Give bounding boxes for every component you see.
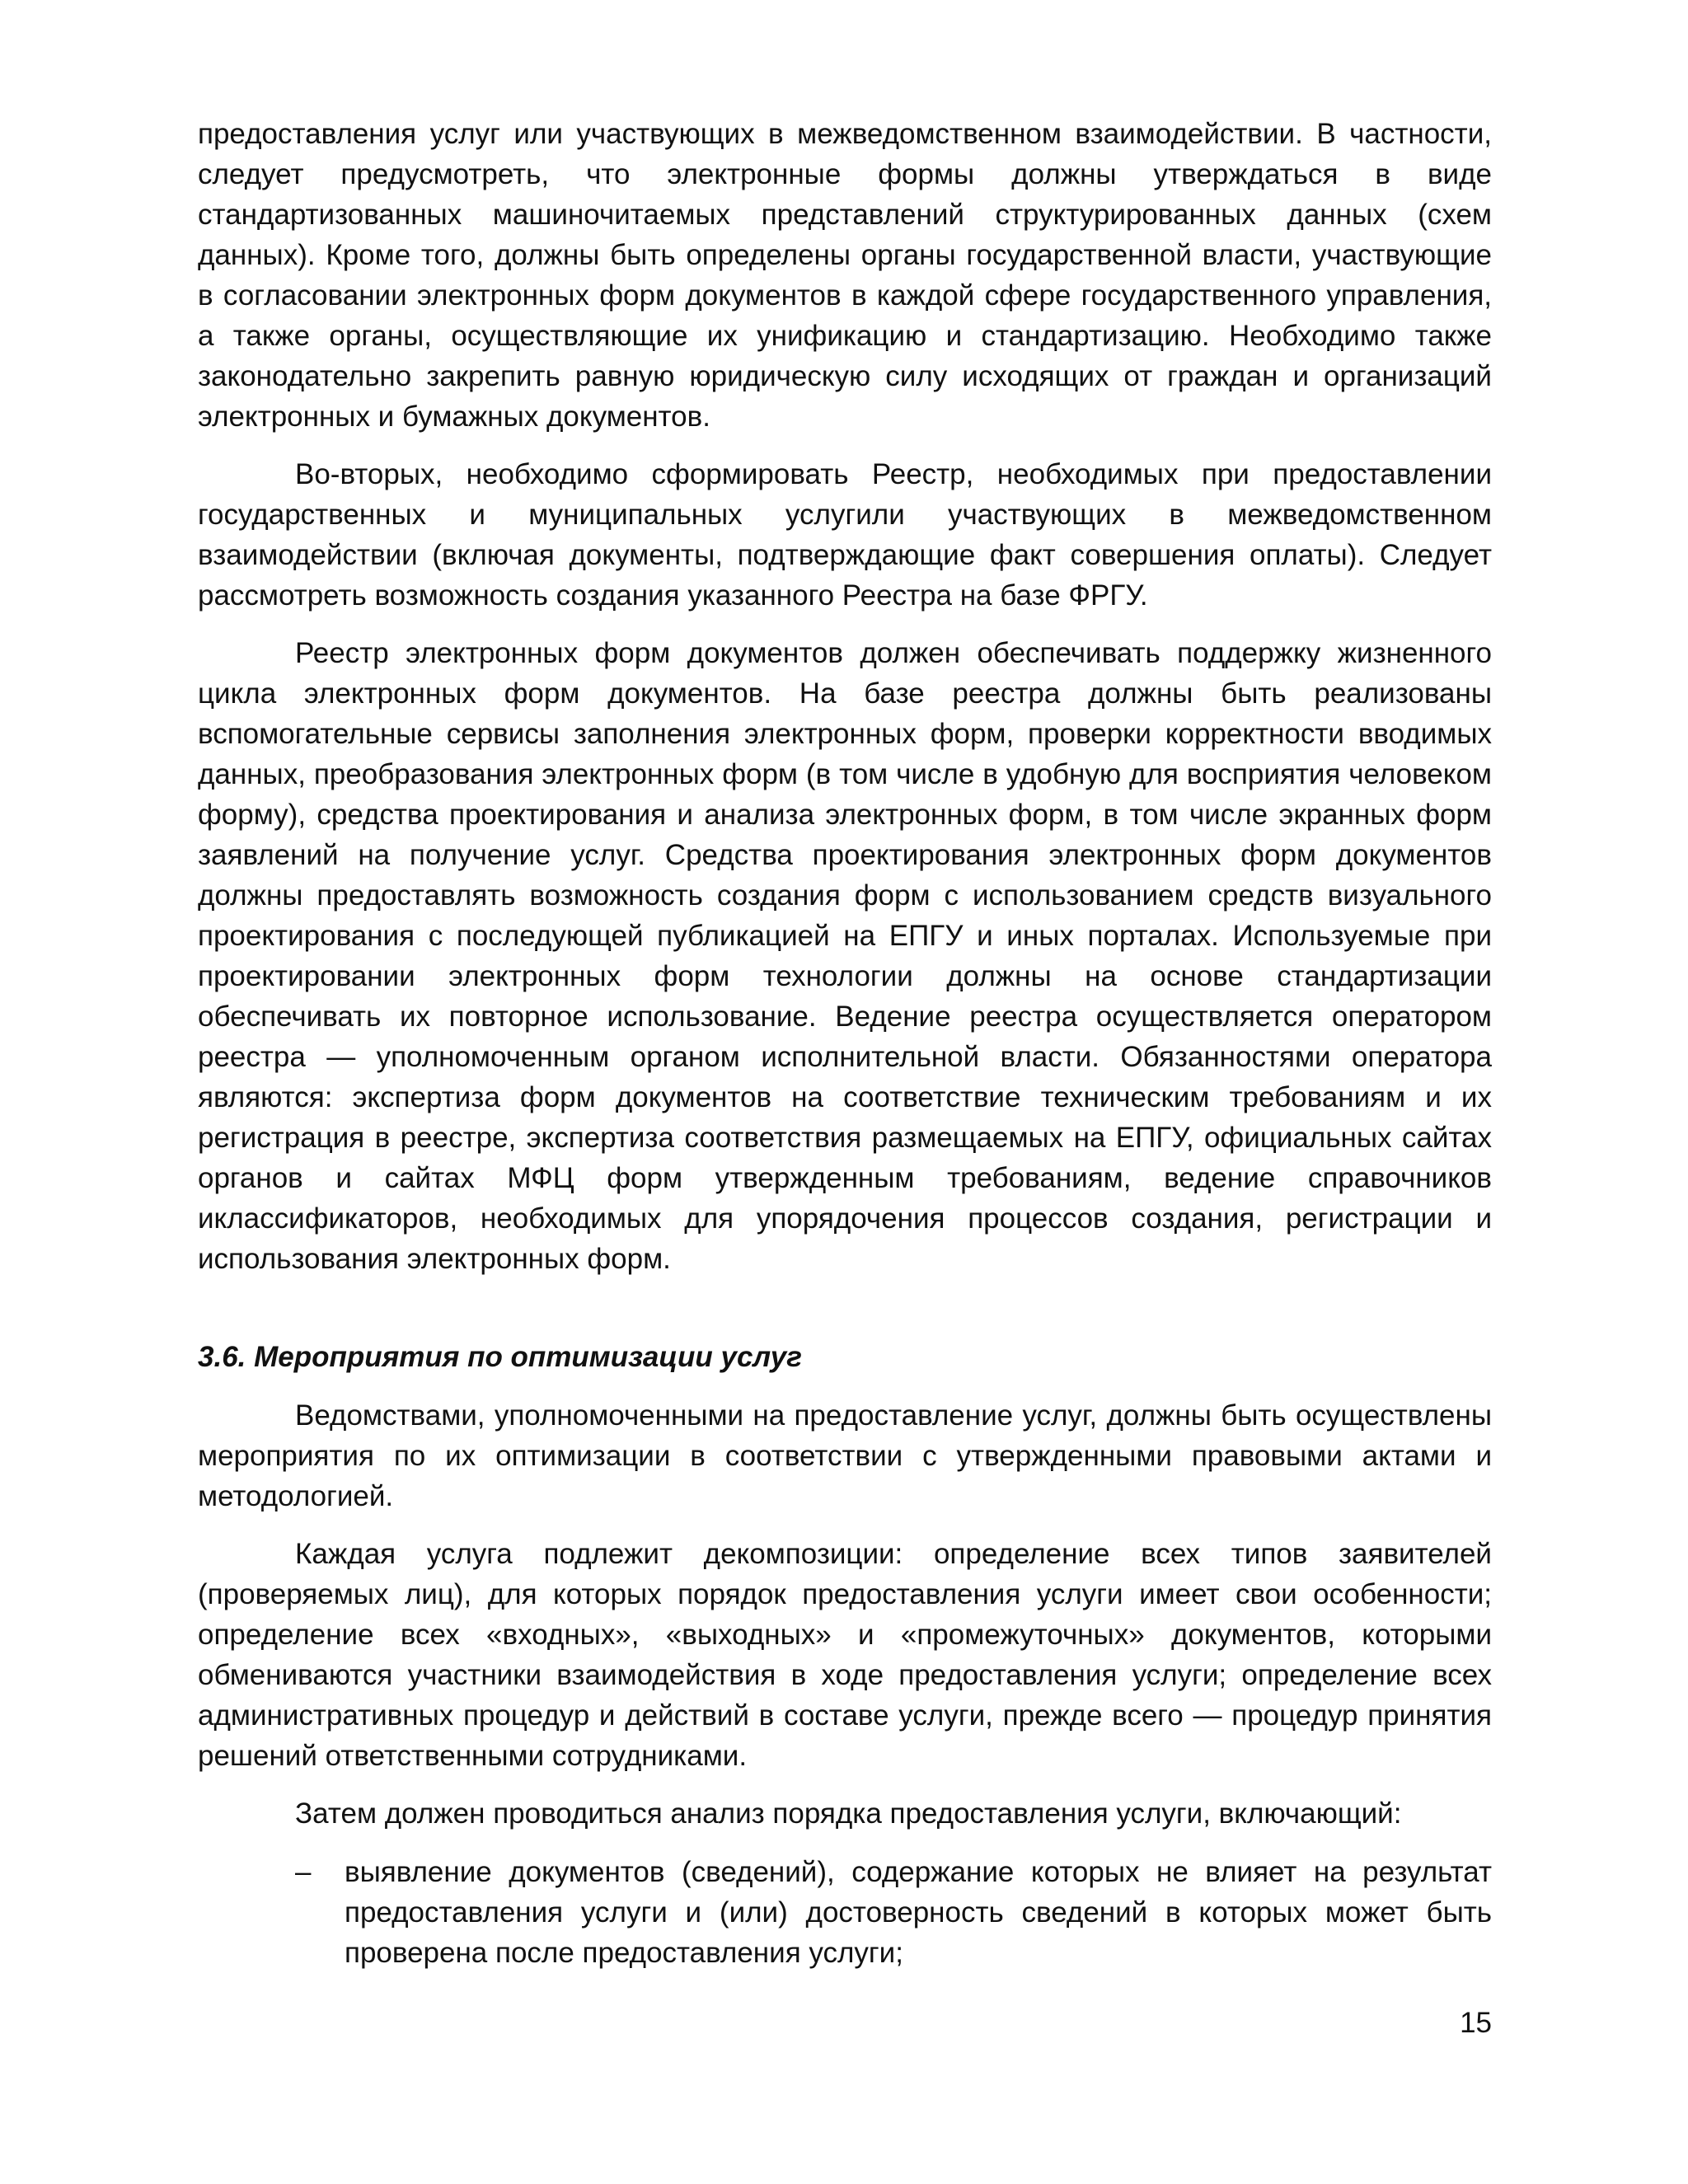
paragraph-continuation: предоставления услуг или участвующих в межведомственном взаимодействии. В частности, следует предусмотреть, что электронные формы должны утверждаться в виде стандартизованных машиночитаемых представлений структурированных данных (схем данных). Кроме того, должны быть определены органы государственной власти, участвующие в согласовании электронных форм документов в каждой сфере государственного управления, а также органы, осуществляющие их унификацию и стандартизацию. Необходимо также законодательно закрепить равную юридическую силу исходящих от граждан и организаций электронных и бумажных документов.: [198, 118, 1492, 433]
list-item: [198, 1852, 1492, 1973]
paragraph-registry-formation: Во-вторых, необходимо сформировать Реестр, необходимых при предоставлении государственных и муниципальных услугили участвующих в межведомственном взаимодействии (включая документы, подтверждающие факт совершения оплаты). Следует рассмотреть возможность создания указанного Реестра на базе ФРГУ.: [198, 458, 1492, 612]
list-item-text: выявление документов (сведений), содержание которых не влияет на результат предоставления услуги и (или) достоверность сведений в которых может быть проверена после предоставления услуги;: [345, 1856, 1492, 1969]
paragraph-optimization-measures: Ведомствами, уполномоченными на предоставление услуг, должны быть осуществлены мероприятия по их оптимизации в соответствии с утвержденными правовыми актами и методологией.: [198, 1399, 1492, 1512]
section-heading: 3.6. Мероприятия по оптимизации услуг: [198, 1341, 802, 1373]
paragraph-decomposition: Каждая услуга подлежит декомпозиции: определение всех типов заявителей (проверяемых лиц), для которых порядок предоставления услуги имеет свои особенности; определение всех «входных», «выходных» и «промежуточных» документов, которыми обмениваются участники взаимодействия в ходе предоставления услуги; определение всех административных процедур и действий в составе услуги, прежде всего — процедур принятия решений ответственными сотрудниками.: [198, 1538, 1492, 1772]
page-content: [198, 114, 1492, 1973]
paragraph-analysis-intro: Затем должен проводиться анализ порядка предоставления услуги, включающий:: [295, 1797, 1402, 1830]
paragraph-registry-lifecycle: Реестр электронных форм документов должен обеспечивать поддержку жизненного цикла электронных форм документов. На базе реестра должны быть реализованы вспомогательные сервисы заполнения электронных форм, проверки корректности вводимых данных, преобразования электронных форм (в том числе в удобную для восприятия человеком форму), средства проектирования и анализа электронных форм, в том числе экранных форм заявлений на получение услуг. Средства проектирования электронных форм документов должны предоставлять возможность создания форм с использованием средств визуального проектирования с последующей публикацией на ЕПГУ и иных порталах. Используемые при проектировании электронных форм технологии должны на основе стандартизации обеспечивать их повторное использование. Ведение реестра осуществляется оператором реестра — уполномоченным органом исполнительной власти. Обязанностями оператора являются: экспертиза форм документов на соответствие техническим требованиям и их регистрация в реестре, экспертиза соответствия размещаемых на ЕПГУ, официальных сайтах органов и сайтах МФЦ форм утвержденным требованиям, ведение справочников иклассификаторов, необходимых для упорядочения процессов создания, регистрации и использования электронных форм.: [198, 637, 1492, 1275]
dash-marker: –: [295, 1856, 312, 1888]
page-number: 15: [1460, 2007, 1492, 2039]
